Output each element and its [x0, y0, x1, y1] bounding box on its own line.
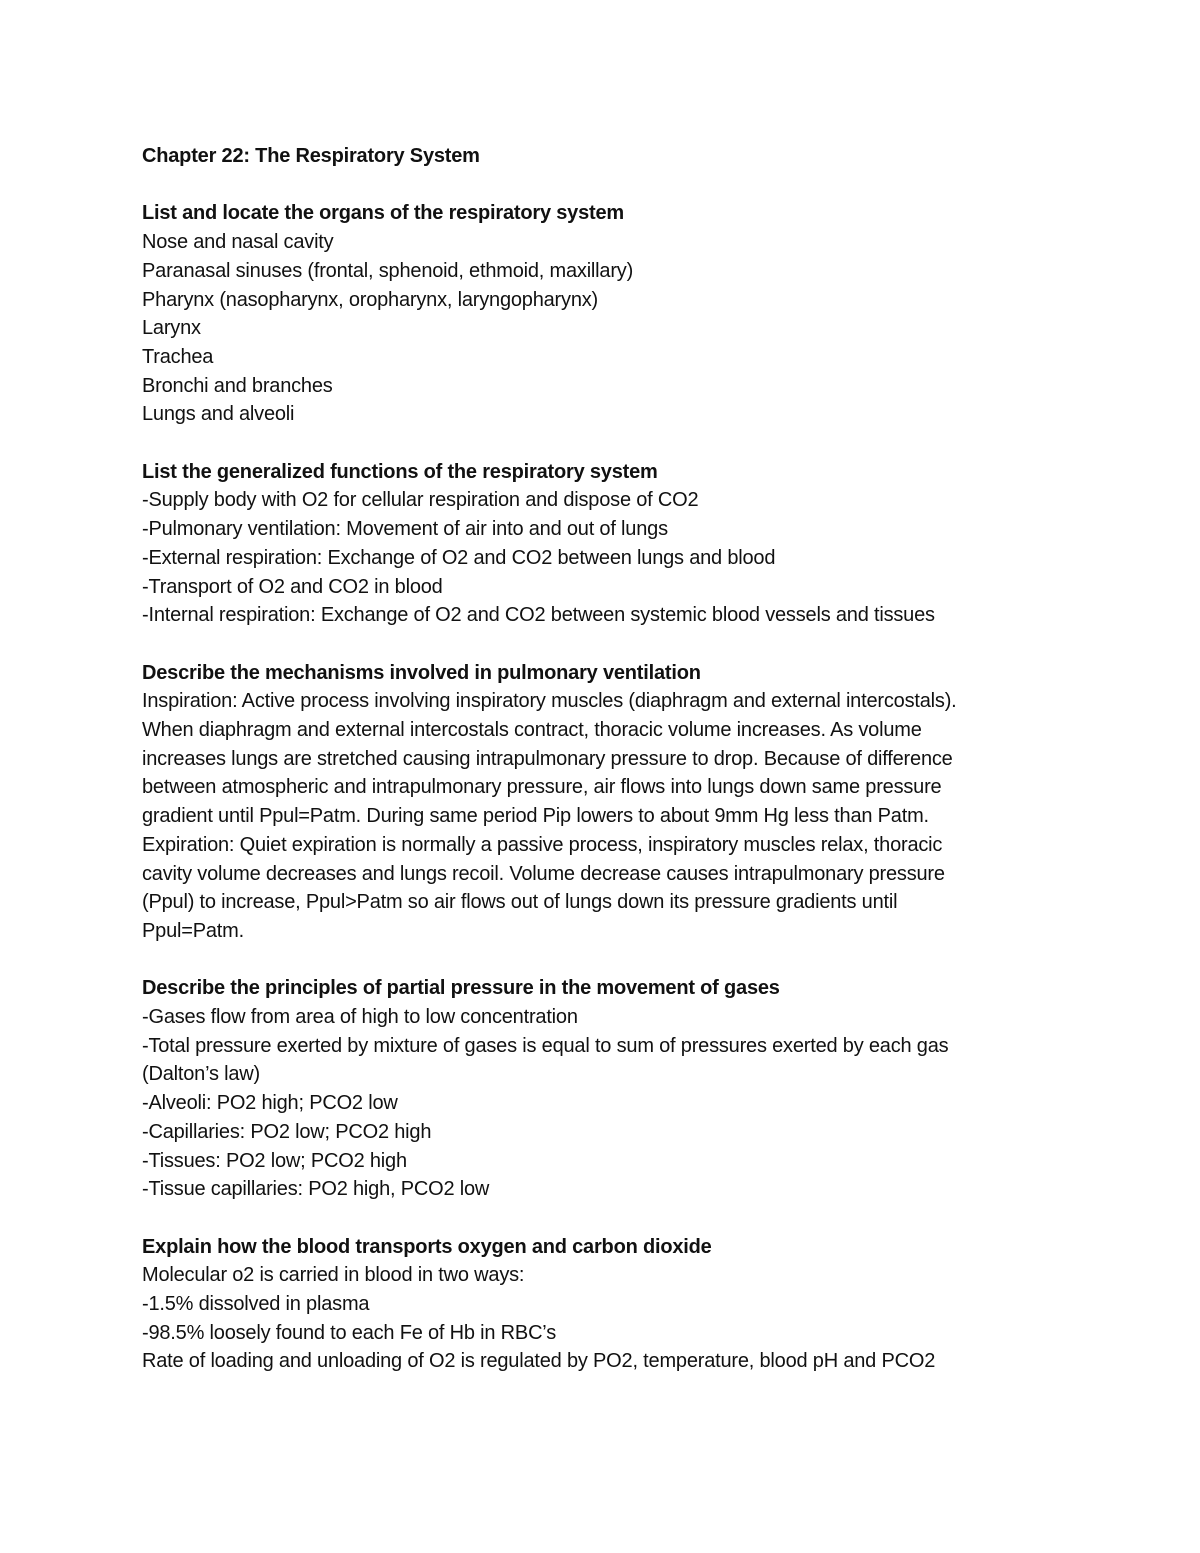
section-heading-functions: List the generalized functions of the respiratory system — [142, 460, 658, 483]
list-item: Bronchi and branches — [142, 374, 333, 397]
section-heading-ventilation: Describe the mechanisms involved in pulmonary ventilation — [142, 661, 701, 684]
list-item: -Capillaries: PO2 low; PCO2 high — [142, 1120, 432, 1143]
list-item: -1.5% dissolved in plasma — [142, 1293, 370, 1316]
list-item: -Transport of O2 and CO2 in blood — [142, 575, 443, 598]
list-item: -Gases flow from area of high to low concentration — [142, 1006, 578, 1029]
section-heading-organs: List and locate the organs of the respiratory system — [142, 202, 624, 225]
spacer — [142, 630, 1062, 659]
document-title: Chapter 22: The Respiratory System — [142, 145, 480, 167]
list-item: Molecular o2 is carried in blood in two ways: — [142, 1264, 525, 1287]
list-item: Larynx — [142, 317, 201, 340]
list-item: Paranasal sinuses (frontal, sphenoid, ethmoid, maxillary) — [142, 259, 634, 282]
list-item: -Alveoli: PO2 high; PCO2 low — [142, 1092, 398, 1115]
list-item: Lungs and alveoli — [142, 403, 295, 426]
spacer — [142, 429, 1062, 458]
spacer — [142, 1204, 1062, 1233]
paragraph-line: (Ppul) to increase, Ppul>Patm so air flows out of lungs down its pressure gradients until — [142, 891, 898, 914]
paragraph-line: Ppul=Patm. — [142, 919, 244, 942]
list-item: -98.5% loosely found to each Fe of Hb in RBC’s — [142, 1321, 556, 1344]
list-item: Pharynx (nasopharynx, oropharynx, laryngopharynx) — [142, 288, 599, 311]
document-page — [142, 142, 1062, 1376]
paragraph-line: cavity volume decreases and lungs recoil. Volume decrease causes intrapulmonary pressure — [142, 862, 945, 885]
spacer — [142, 946, 1062, 975]
list-item: -Supply body with O2 for cellular respiration and dispose of CO2 — [142, 489, 699, 512]
paragraph-line: increases lungs are stretched causing intrapulmonary pressure to drop. Because of difference — [142, 747, 953, 770]
paragraph-line: Inspiration: Active process involving inspiratory muscles (diaphragm and external intercostals). — [142, 690, 957, 713]
list-item: -External respiration: Exchange of O2 and CO2 between lungs and blood — [142, 546, 776, 569]
paragraph-line: When diaphragm and external intercostals contract, thoracic volume increases. As volume — [142, 719, 922, 742]
list-item: -Internal respiration: Exchange of O2 and CO2 between systemic blood vessels and tissues — [142, 604, 935, 627]
section-heading-transport: Explain how the blood transports oxygen and carbon dioxide — [142, 1235, 712, 1258]
paragraph-line: gradient until Ppul=Patm. During same period Pip lowers to about 9mm Hg less than Patm. — [142, 805, 929, 828]
paragraph-line: between atmospheric and intrapulmonary pressure, air flows into lungs down same pressure — [142, 776, 942, 799]
list-item: Nose and nasal cavity — [142, 231, 334, 254]
list-item: Rate of loading and unloading of O2 is regulated by PO2, temperature, blood pH and PCO2 — [142, 1350, 936, 1373]
list-item: -Tissues: PO2 low; PCO2 high — [142, 1149, 407, 1172]
list-item: Trachea — [142, 345, 214, 368]
paragraph-line: Expiration: Quiet expiration is normally a passive process, inspiratory muscles relax, thoracic — [142, 833, 943, 856]
list-item: -Pulmonary ventilation: Movement of air into and out of lungs — [142, 518, 668, 541]
spacer — [142, 171, 1062, 200]
section-heading-partial-pressure: Describe the principles of partial pressure in the movement of gases — [142, 977, 780, 1000]
list-item: -Tissue capillaries: PO2 high, PCO2 low — [142, 1178, 490, 1201]
list-item: -Total pressure exerted by mixture of gases is equal to sum of pressures exerted by each gas — [142, 1034, 949, 1057]
list-item: (Dalton’s law) — [142, 1063, 260, 1086]
